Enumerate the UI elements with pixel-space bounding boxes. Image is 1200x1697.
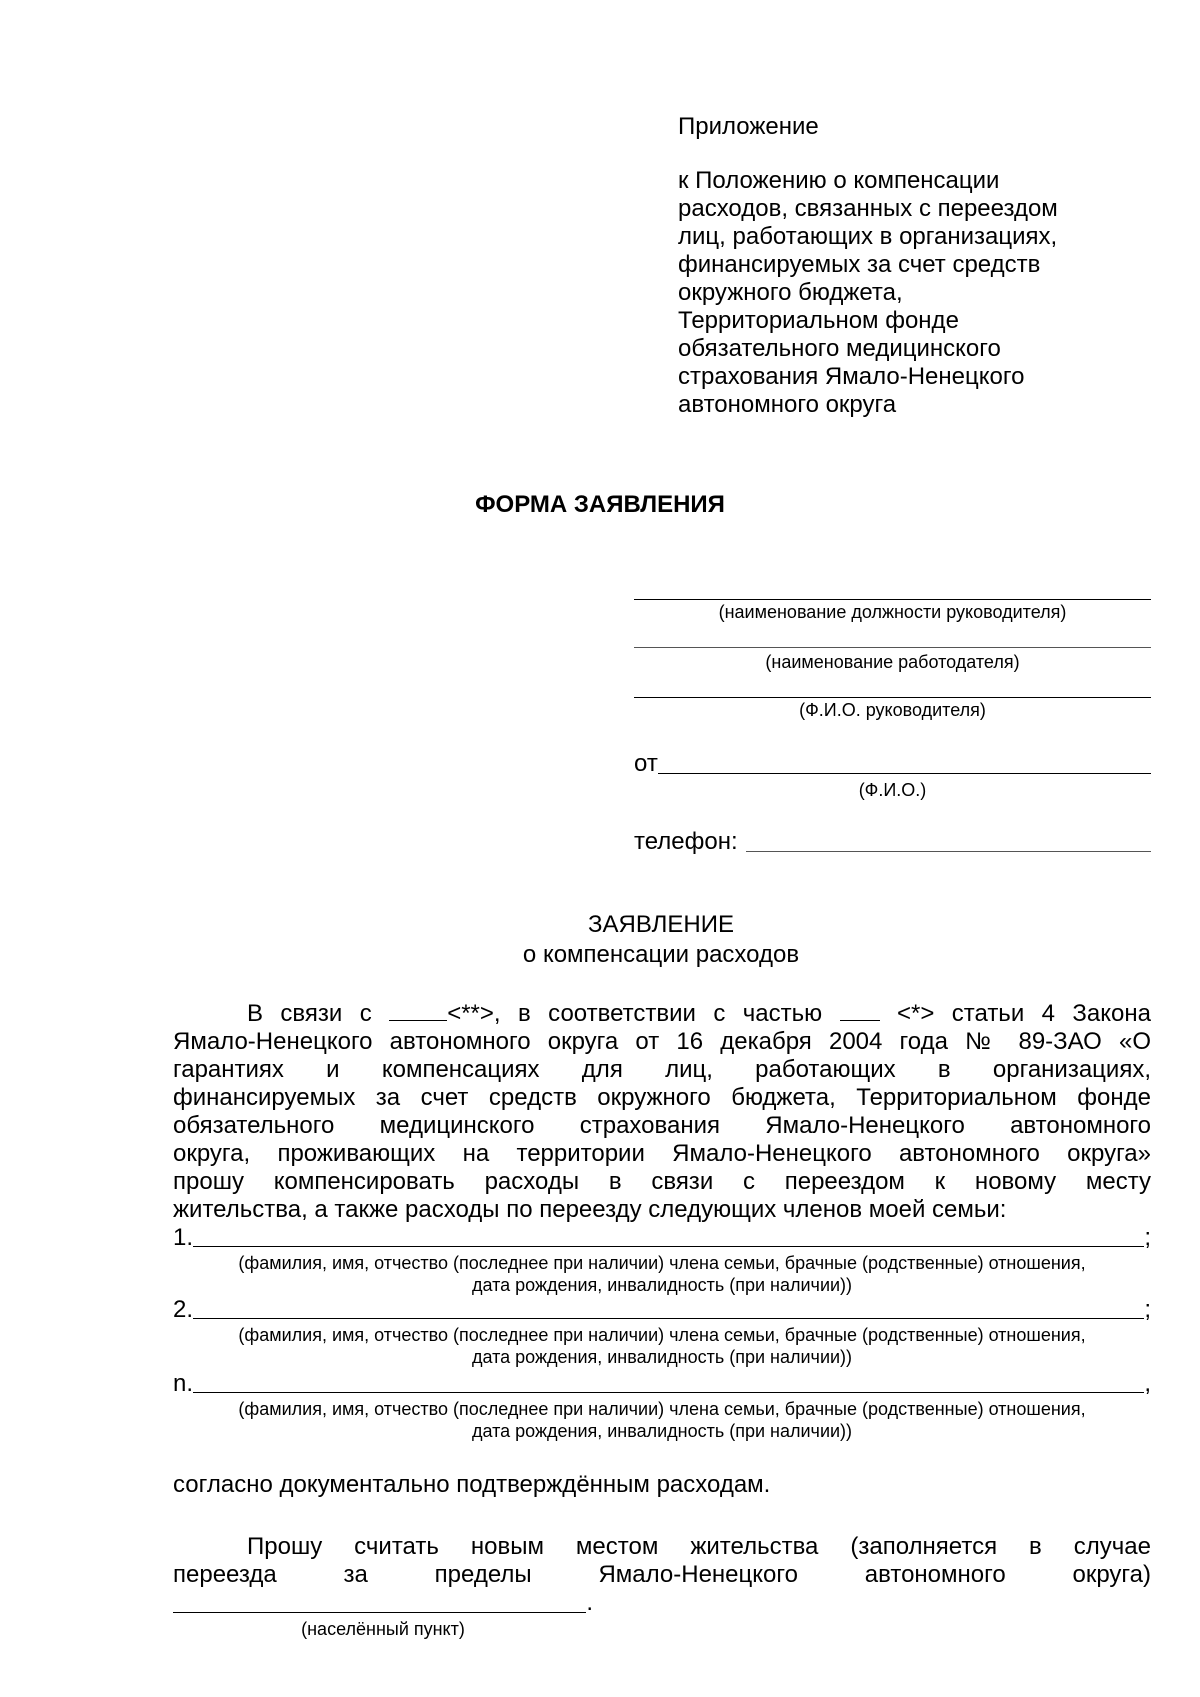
member-number: n. bbox=[173, 1370, 194, 1397]
phone-field[interactable] bbox=[746, 851, 1151, 852]
member-number: 2. bbox=[173, 1296, 194, 1323]
employer-field-line[interactable] bbox=[634, 647, 1151, 648]
family-member-field[interactable] bbox=[193, 1246, 1144, 1247]
position-caption: (наименование должности руководителя) bbox=[718, 602, 1067, 622]
body-line bbox=[173, 1000, 1151, 1028]
applicant-row bbox=[634, 748, 1151, 778]
member-caption: дата рождения, инвалидность (при наличии)) bbox=[471, 1421, 853, 1441]
appendix-line: окружного бюджета, bbox=[678, 279, 903, 306]
appendix-line: автономного округа bbox=[678, 391, 897, 418]
body-line: жительства, а также расходы по переезду следующих членов моей семьи: bbox=[173, 1196, 1007, 1223]
member-caption: (фамилия, имя, отчество (последнее при наличии) члена семьи, брачные (родственные) отношения, bbox=[238, 1253, 1086, 1273]
body-text: <*> статьи 4 Закона bbox=[879, 1000, 1151, 1027]
member-caption: дата рождения, инвалидность (при наличии)) bbox=[471, 1275, 853, 1295]
appendix-block bbox=[678, 113, 1148, 419]
family-member-row bbox=[173, 1296, 1151, 1324]
appendix-line: страхования Ямало-Ненецкого bbox=[678, 363, 1025, 390]
applicant-name-field[interactable] bbox=[658, 773, 1151, 774]
body-line: финансируемых за счет средств окружного бюджета, Территориальном фонде bbox=[173, 1084, 1151, 1111]
statement-title: ЗАЯВЛЕНИЕ bbox=[588, 911, 734, 938]
body-line: Ямало-Ненецкого автономного округа от 16 декабря 2004 года № 89-ЗАО «О bbox=[173, 1028, 1151, 1055]
head-name-caption: (Ф.И.О. руководителя) bbox=[799, 700, 986, 720]
member-caption: (фамилия, имя, отчество (последнее при наличии) члена семьи, брачные (родственные) отношения, bbox=[238, 1399, 1086, 1419]
member-caption: дата рождения, инвалидность (при наличии)) bbox=[471, 1347, 853, 1367]
appendix-line: Территориальном фонде bbox=[678, 307, 959, 334]
member-end-punct: , bbox=[1144, 1370, 1151, 1397]
body-line: обязательного медицинского страхования Ямало-Ненецкого автономного bbox=[173, 1112, 1151, 1139]
member-end-punct: ; bbox=[1144, 1296, 1151, 1323]
city-caption: (населённый пункт) bbox=[301, 1619, 465, 1639]
appendix-line: обязательного медицинского bbox=[678, 335, 1001, 362]
appendix-line: к Положению о компенсации bbox=[678, 167, 1000, 194]
appendix-line: лиц, работающих в организациях, bbox=[678, 223, 1058, 250]
family-member-field[interactable] bbox=[193, 1318, 1144, 1319]
member-caption: (фамилия, имя, отчество (последнее при наличии) члена семьи, брачные (родственные) отношения, bbox=[238, 1325, 1086, 1345]
from-label: от bbox=[634, 750, 658, 777]
new-residence-field[interactable] bbox=[173, 1612, 586, 1613]
residence-line: Прошу считать новым местом жительства (заполняется в случае bbox=[247, 1533, 1151, 1560]
reason-blank-field[interactable] bbox=[389, 1002, 447, 1021]
member-number: 1. bbox=[173, 1224, 194, 1251]
body-line: округа, проживающих на территории Ямало-Ненецкого автономного округа» bbox=[173, 1140, 1151, 1167]
employer-caption: (наименование работодателя) bbox=[765, 652, 1020, 672]
appendix-title: Приложение bbox=[678, 113, 819, 140]
position-field-line[interactable] bbox=[634, 599, 1151, 600]
body-line: прошу компенсировать расходы в связи с переездом к новому месту bbox=[173, 1168, 1151, 1195]
city-end-punct: . bbox=[586, 1589, 593, 1616]
family-member-row bbox=[173, 1224, 1151, 1252]
family-member-field[interactable] bbox=[193, 1392, 1144, 1393]
phone-row bbox=[634, 826, 1151, 856]
body-text: В связи с bbox=[247, 1000, 390, 1027]
agree-text: согласно документально подтверждённым расходам. bbox=[173, 1471, 771, 1498]
city-row bbox=[173, 1589, 593, 1617]
head-name-field-line[interactable] bbox=[634, 697, 1151, 698]
statement-subtitle: о компенсации расходов bbox=[522, 941, 800, 968]
appendix-line: финансируемых за счет средств bbox=[678, 251, 1041, 278]
appendix-line: расходов, связанных с переездом bbox=[678, 195, 1058, 222]
form-title: ФОРМА ЗАЯВЛЕНИЯ bbox=[475, 491, 725, 518]
family-member-row bbox=[173, 1370, 1151, 1398]
part-number-blank-field[interactable] bbox=[840, 1002, 880, 1021]
applicant-caption: (Ф.И.О.) bbox=[858, 780, 927, 800]
body-text: <**>, в соответствии с частью bbox=[447, 1000, 840, 1027]
phone-label: телефон: bbox=[634, 828, 738, 855]
residence-line: переезда за пределы Ямало-Ненецкого автономного округа) bbox=[173, 1561, 1151, 1588]
body-line: гарантиях и компенсациях для лиц, работающих в организациях, bbox=[173, 1056, 1151, 1083]
member-end-punct: ; bbox=[1144, 1224, 1151, 1251]
